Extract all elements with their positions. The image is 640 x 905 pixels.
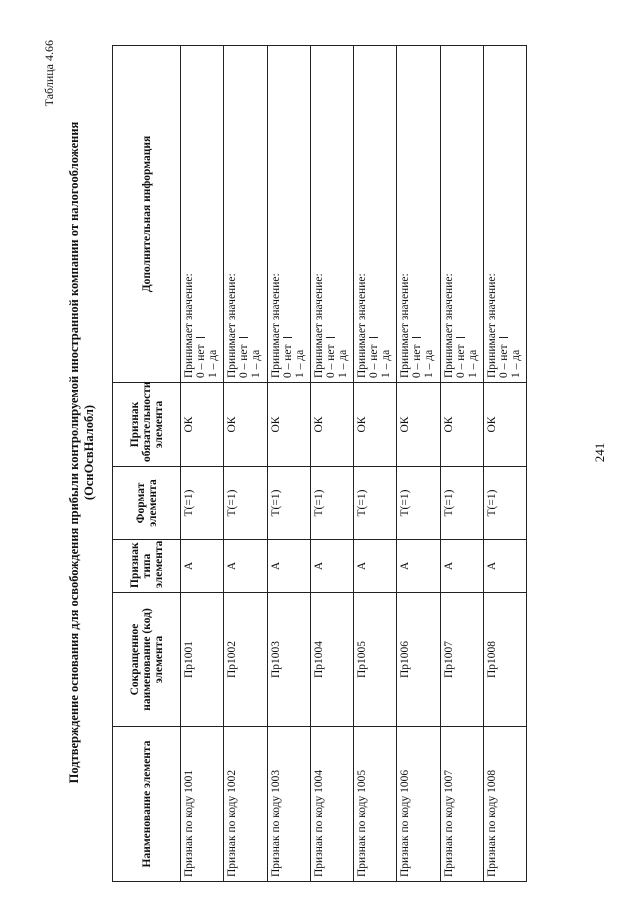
table-row (181, 46, 224, 882)
element-required-cell: ОК (440, 383, 483, 467)
element-name-cell: Признак по коду 1001 (181, 727, 224, 882)
element-name-cell: Признак по коду 1002 (224, 727, 267, 882)
element-required-cell: ОК (483, 383, 526, 467)
info-line-text: Принимает значение: (312, 273, 325, 378)
margin-mark (456, 337, 465, 338)
info-line (207, 50, 219, 378)
info-line (380, 50, 392, 378)
margin-mark (412, 337, 421, 338)
element-format-cell: T(=1) (354, 467, 397, 540)
info-line (238, 50, 250, 378)
info-line-text: 0 – нет (281, 344, 294, 378)
element-name-cell: Признак по коду 1006 (397, 727, 440, 882)
margin-mark (239, 337, 248, 338)
margin-mark (326, 337, 335, 338)
element-format-cell: T(=1) (224, 467, 267, 540)
info-line-text: 0 – нет (368, 344, 380, 378)
table-row (440, 46, 483, 882)
table-caption-code: (ОснОсвНалобл) (82, 404, 96, 501)
column-header: Наименование элемента (113, 727, 181, 882)
info-line-text: 0 – нет (238, 344, 251, 378)
element-type-cell: А (224, 540, 267, 593)
element-info-cell (224, 46, 267, 383)
table-label: Таблица 4.66 (42, 40, 56, 107)
element-code-cell: Пр1005 (354, 593, 397, 727)
element-code-cell: Пр1007 (440, 593, 483, 727)
element-required-cell: ОК (224, 383, 267, 467)
element-format-cell: T(=1) (267, 467, 310, 540)
column-header: Сокращенное наименование (код) элемента (113, 593, 181, 727)
info-line-text: 1 – да (336, 349, 349, 378)
element-format-cell: T(=1) (397, 467, 440, 540)
info-line-text: Принимает значение: (485, 273, 498, 378)
element-type-cell: А (310, 540, 353, 593)
elements-table (112, 45, 527, 882)
info-line (337, 50, 349, 378)
margin-mark (196, 337, 205, 338)
element-type-cell: А (483, 540, 526, 593)
info-line-text: Принимает значение: (269, 273, 282, 378)
element-info-cell (310, 46, 353, 383)
element-format-cell: T(=1) (483, 467, 526, 540)
element-format-cell: T(=1) (181, 467, 224, 540)
info-line (270, 50, 282, 378)
table-row (354, 46, 397, 882)
element-code-cell: Пр1004 (310, 593, 353, 727)
element-required-cell: ОК (310, 383, 353, 467)
info-line-text: 1 – да (380, 349, 392, 378)
info-line (423, 50, 435, 378)
element-format-cell: T(=1) (310, 467, 353, 540)
info-line-text: 0 – нет (497, 344, 510, 378)
info-line-text: 0 – нет (454, 344, 467, 378)
element-code-cell: Пр1006 (397, 593, 440, 727)
table-row (310, 46, 353, 882)
element-name-cell: Признак по коду 1003 (267, 727, 310, 882)
element-info-cell (483, 46, 526, 383)
info-line-text: 0 – нет (195, 344, 207, 378)
info-line-text: 0 – нет (411, 344, 424, 378)
info-line (455, 50, 467, 378)
info-line (411, 50, 423, 378)
info-line (498, 50, 510, 378)
table-row (397, 46, 440, 882)
element-required-cell: ОК (181, 383, 224, 467)
margin-mark (369, 337, 378, 338)
element-info-cell (440, 46, 483, 383)
element-type-cell: А (267, 540, 310, 593)
margin-mark (499, 337, 508, 338)
element-code-cell: Пр1002 (224, 593, 267, 727)
info-line-text: 1 – да (423, 349, 436, 378)
element-name-cell: Признак по коду 1008 (483, 727, 526, 882)
element-info-cell (397, 46, 440, 383)
info-line-text: 1 – да (509, 349, 522, 378)
element-name-cell: Признак по коду 1005 (354, 727, 397, 882)
column-header: Дополнительная информация (113, 46, 181, 383)
element-type-cell: А (181, 540, 224, 593)
element-info-cell (267, 46, 310, 383)
element-required-cell: ОК (267, 383, 310, 467)
table-caption: Подтверждение основания для освобождения прибыли контролируемой иностранной компании от налогообложения (67, 121, 81, 784)
info-line-text: 1 – да (293, 349, 306, 378)
info-line (467, 50, 479, 378)
element-required-cell: ОК (397, 383, 440, 467)
info-line-text: Принимает значение: (356, 273, 368, 378)
element-name-cell: Признак по коду 1007 (440, 727, 483, 882)
element-type-cell: А (354, 540, 397, 593)
info-line (183, 50, 195, 378)
info-line (294, 50, 306, 378)
info-line (195, 50, 207, 378)
info-line-text: 1 – да (250, 349, 263, 378)
table-header-row (113, 46, 181, 882)
info-line-text: Принимает значение: (183, 273, 195, 378)
info-line (282, 50, 294, 378)
info-line-text: 1 – да (207, 349, 219, 378)
info-line-text: Принимает значение: (226, 273, 239, 378)
info-line (443, 50, 455, 378)
column-header: Признак типа элемента (113, 540, 181, 593)
info-line (313, 50, 325, 378)
element-type-cell: А (397, 540, 440, 593)
info-line (399, 50, 411, 378)
info-line-text: Принимает значение: (442, 273, 455, 378)
table-row (483, 46, 526, 882)
element-required-cell: ОК (354, 383, 397, 467)
page-number: 241 (592, 442, 607, 463)
info-line (250, 50, 262, 378)
info-line (510, 50, 522, 378)
column-header: Формат элемента (113, 467, 181, 540)
info-line-text: 0 – нет (324, 344, 337, 378)
element-code-cell: Пр1001 (181, 593, 224, 727)
info-line-text: 1 – да (466, 349, 479, 378)
info-line (356, 50, 368, 378)
info-line (325, 50, 337, 378)
element-name-cell: Признак по коду 1004 (310, 727, 353, 882)
margin-mark (283, 337, 292, 338)
element-info-cell (354, 46, 397, 383)
info-line (368, 50, 380, 378)
info-line (486, 50, 498, 378)
element-info-cell (181, 46, 224, 383)
info-line-text: Принимает значение: (399, 273, 412, 378)
element-code-cell: Пр1003 (267, 593, 310, 727)
element-format-cell: T(=1) (440, 467, 483, 540)
info-line (226, 50, 238, 378)
table-row (267, 46, 310, 882)
column-header: Признак обязательности элемента (113, 383, 181, 467)
table-row (224, 46, 267, 882)
element-code-cell: Пр1008 (483, 593, 526, 727)
element-type-cell: А (440, 540, 483, 593)
